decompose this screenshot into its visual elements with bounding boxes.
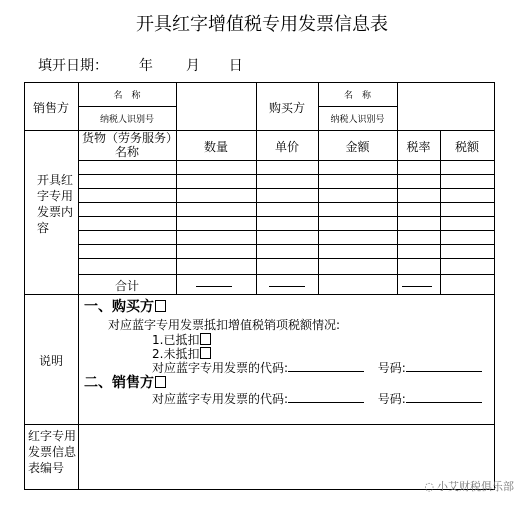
seller-section: [84, 372, 166, 392]
wechat-icon: ◌: [424, 480, 434, 493]
col-tax-amount: 税额: [454, 140, 479, 154]
seller-invoice-code-label: 对应蓝字专用发票的代码:: [152, 392, 289, 406]
buyer-invoice-number-field[interactable]: [406, 360, 482, 372]
col-goods-name: 货物（劳务服务）名称: [81, 131, 172, 159]
buyer-invoice-code-label: 对应蓝字专用发票的代码:: [152, 361, 289, 375]
buyer-section-title: 一、购买方: [84, 299, 154, 315]
seller-invoice-number-label: 号码:: [377, 392, 406, 406]
seller-invoice-code-line: [152, 390, 482, 407]
buyer-invoice-code-line: [152, 359, 482, 376]
watermark-text: 小艾财税俱乐部: [437, 480, 514, 493]
seller-section-title: 二、销售方: [84, 375, 154, 391]
buyer-section: [84, 296, 166, 316]
col-tax-rate: 税率: [406, 140, 431, 154]
deducted-checkbox[interactable]: [200, 333, 211, 345]
col-quantity: 数量: [203, 140, 228, 154]
option-deducted-label: 1.已抵扣: [152, 333, 200, 347]
buyer-name-label: 名 称: [343, 91, 371, 101]
seller-invoice-number-field[interactable]: [406, 391, 482, 403]
buyer-tax-id-label: 纳税人识别号: [330, 115, 385, 125]
total-unit-price-dash: [269, 276, 305, 295]
watermark: [424, 478, 514, 494]
total-quantity-dash: [196, 276, 232, 295]
total-tax-rate-dash: [402, 276, 432, 295]
buyer-invoice-number-label: 号码:: [377, 361, 406, 375]
seller-invoice-code-field[interactable]: [288, 391, 364, 403]
date-day: 日: [228, 58, 243, 74]
date-month: 月: [185, 58, 200, 74]
buyer-invoice-code-field[interactable]: [288, 360, 364, 372]
option-not-deducted-label: 2.未抵扣: [152, 347, 200, 361]
date-label: 填开日期：: [38, 58, 108, 74]
info-number-label: 红字专用发票信息表编号: [28, 429, 77, 475]
buyer-checkbox[interactable]: [155, 300, 166, 312]
buyer-label: 购买方: [268, 101, 305, 115]
col-amount: 金额: [345, 140, 370, 154]
form-title: 开具红字增值税专用发票信息表: [136, 14, 388, 35]
notes-label: 说明: [38, 354, 63, 368]
date-line: [38, 55, 243, 75]
seller-tax-id-label: 纳税人识别号: [99, 115, 154, 125]
not-deducted-checkbox[interactable]: [200, 347, 211, 359]
total-label: 合计: [114, 279, 139, 293]
seller-checkbox[interactable]: [155, 376, 166, 388]
content-label: 开具红字专用发票内容: [37, 173, 74, 235]
buyer-question: 对应蓝字专用发票抵扣增值税销项税额情况:: [108, 318, 341, 332]
seller-name-label: 名 称: [113, 91, 141, 101]
col-unit-price: 单价: [274, 140, 299, 154]
date-year: 年: [138, 58, 153, 74]
seller-label: 销售方: [32, 101, 69, 115]
